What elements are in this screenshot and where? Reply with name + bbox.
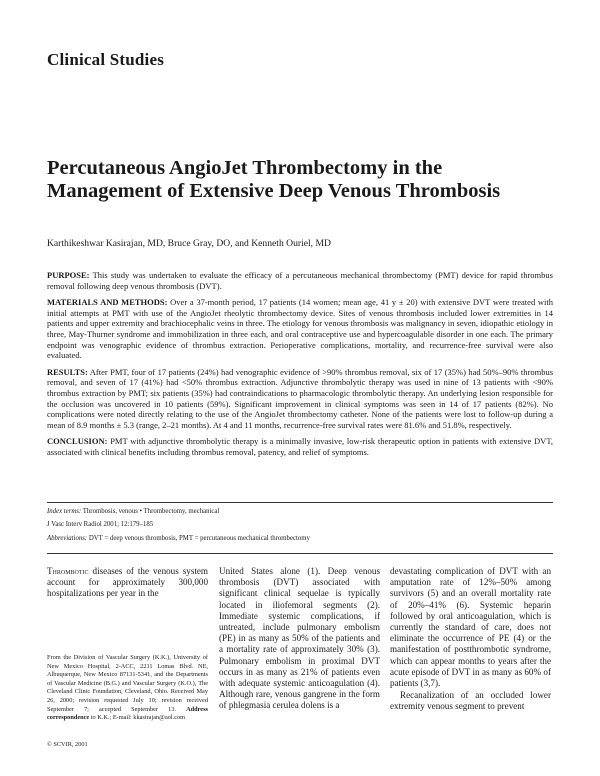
body-column-1 bbox=[47, 566, 208, 600]
methods-label: MATERIALS AND METHODS: bbox=[47, 297, 168, 308]
abstract-divider bbox=[47, 502, 553, 503]
intro-lead: Thrombotic bbox=[47, 566, 89, 576]
index-terms-text: Thrombosis, venous • Thrombectomy, mechanical bbox=[82, 508, 220, 515]
purpose-text: This study was undertaken to evaluate the efficacy of a percutaneous mechanical thrombectomy (PMT) device for rapid thrombus removal following deep venous thrombosis (DVT). bbox=[47, 270, 553, 291]
body-column-2 bbox=[219, 566, 380, 712]
abbreviations-text: DVT = deep venous thrombosis, PMT = percutaneous mechanical thrombectomy bbox=[88, 535, 310, 542]
copyright: © SCVIR, 2001 bbox=[47, 741, 88, 748]
abstract bbox=[47, 270, 553, 464]
abstract-results bbox=[47, 367, 553, 431]
footnote-text: From the Division of Vascular Surgery (K.K.), University of New Mexico Hospital, 2-ACC, 2211 Lomas Blvd. NE, Albuquerque, New Mexico 87131-5341, and the Departments of Vascular Medicine (B.G.) and Vascular Surgery (K.O.), The Cleveland Clinic Foundation, Cleveland, Ohio. Received May 26, 2000; revision requested July 10; revision received September 7; accepted September 13. bbox=[47, 654, 208, 713]
column-2-text: United States alone (1). Deep venous thrombosis (DVT) associated with significant clinical sequelae is typically located in iliofemoral segments (2). Immediate systemic complications, if untreated, include pulmonary embolism (PE) in as many as 50% of the patients and a mortality rate of approximately 30% (3). Pulmonary embolism in proximal DVT occurs in as many as 21% of patients even with adequate systemic anticoagulation (4). Although rare, venous gangrene in the form of phlegmasia cerulea dolens is a bbox=[219, 566, 380, 711]
abstract-methods bbox=[47, 297, 553, 361]
abbreviations bbox=[47, 534, 553, 543]
intro-paragraph bbox=[47, 566, 208, 600]
column-3-indent-text: Recanalization of an occluded lower extremity venous segment to prevent bbox=[390, 690, 551, 712]
intro-text: diseases of the venous system account for approximately 300,000 hospitalizations per year in the bbox=[47, 566, 208, 599]
index-terms-label: Index terms: bbox=[47, 508, 82, 515]
results-label: RESULTS: bbox=[47, 366, 88, 377]
article-authors: Karthikeshwar Kasirajan, MD, Bruce Gray, DO, and Kenneth Ouriel, MD bbox=[47, 238, 331, 249]
index-terms bbox=[47, 507, 553, 516]
purpose-label: PURPOSE: bbox=[47, 270, 90, 280]
abstract-purpose bbox=[47, 270, 553, 291]
citation: J Vasc Interv Radiol 2001; 12:179–185 bbox=[47, 521, 154, 528]
conclusion-label: CONCLUSION: bbox=[47, 436, 108, 447]
results-text: After PMT, four of 17 patients (24%) had venographic evidence of >90% thrombus removal, six of 17 (35%) had 50%–90% thrombus removal, and seven of 17 (41%) had <50% thrombus extraction. Adjunctive thrombolytic therapy was used in nine of 13 patients with <90% thrombus extraction by PMT; six patients (35%) had contraindications to pharmacologic thrombolytic therapy. An underlying lesion responsible for the occlusion was uncovered in 10 patients (59%). Significant improvement in clinical symptoms was seen in 14 of 17 patients (82%). No complications were noted directly relating to the use of the AngioJet thrombectomy catheter. None of the patients were lost to follow-up during a mean of 8.9 months ± 5.3 (range, 2–21 months). At 4 and 11 months, recurrence-free survival rates were 81.6% and 51.8%, respectively. bbox=[47, 366, 554, 430]
section-label: Clinical Studies bbox=[47, 50, 165, 69]
abstract-conclusion bbox=[47, 436, 553, 457]
address-text: to K.K.; E-mail: kkasirajan@aol.com bbox=[89, 714, 186, 722]
column-3-text: devastating complication of DVT with an amputation rate of 12%–50% among survivors (5) and an overall mortality rate of 20%–41% (6). Systemic heparin followed by oral anticoagulation, which is currently the standard of care, does not eliminate the occurrence of PE (4) or the manifestation of postthrombotic syndrome, which can appear months to years after the acute episode of DVT in as many as 60% of patients (3,7). bbox=[390, 566, 551, 689]
affiliation-footnote bbox=[47, 654, 208, 723]
conclusion-text: PMT with adjunctive thrombolytic therapy is a minimally invasive, low-risk therapeutic option in patients with extensive DVT, associated with clinical benefits including thrombus removal, patency, and relief of symptoms. bbox=[47, 436, 553, 457]
abbreviations-label: Abbreviations: bbox=[47, 535, 88, 542]
body-column-3 bbox=[390, 566, 551, 713]
article-title: Percutaneous AngioJet Thrombectomy in the Management of Extensive Deep Venous Thrombosis bbox=[47, 157, 501, 202]
body-divider bbox=[47, 553, 553, 554]
methods-text: Over a 37-month period, 17 patients (14 women; mean age, 41 y ± 20) with extensive DVT were treated with initial attempts at PMT with use of the AngioJet rheolytic thrombectomy device. Sites of venous thrombosis included lower extremities in 14 patients and upper extremity and brachiocephalic veins in three. The etiology for venous thrombosis was malignancy in seven, idiopathic etiology in three, May-Thurner syndrome and immobilization in three each, and oral contraceptive use and hypercoagulable disorder in one each. The primary endpoint was venographic evidence of thrombus extraction. Perioperative complications, mortality, and recurrence-free survival were also evaluated. bbox=[47, 297, 554, 361]
address-label: Address correspondence bbox=[47, 705, 208, 722]
